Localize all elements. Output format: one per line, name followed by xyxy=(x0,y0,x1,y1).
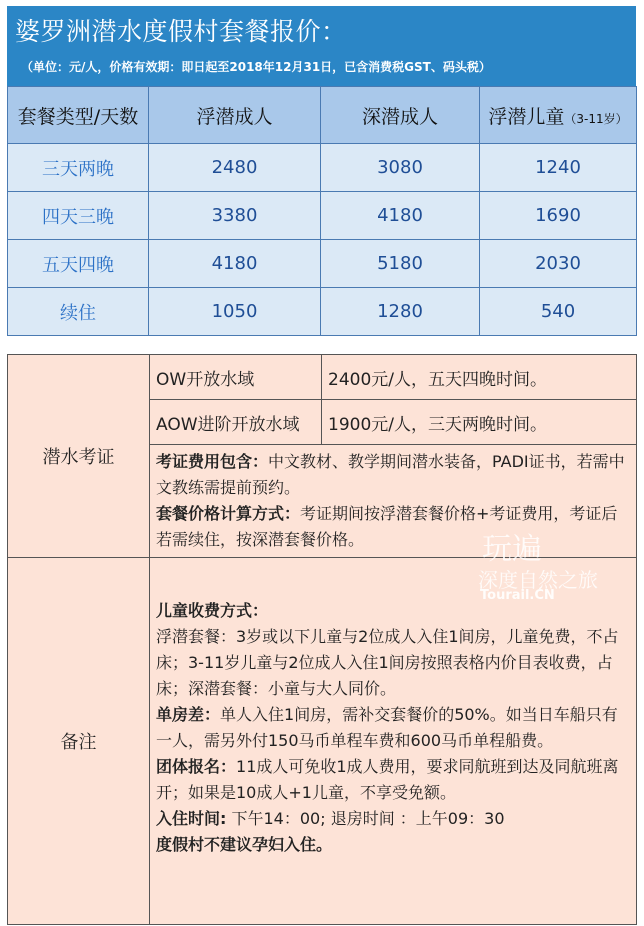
child-age-note: （3-11岁） xyxy=(564,111,628,126)
cert-label: 潜水考证 xyxy=(8,355,150,558)
watermark-site: Tourail.CN xyxy=(480,588,555,603)
header-package-type: 套餐类型/天数 xyxy=(8,87,149,144)
row-label: 续住 xyxy=(8,288,149,336)
remarks-row xyxy=(8,558,637,925)
includes-text: 中文教材、教学期间潜水装备，PADI证书，若需中文教练需提前预约。 xyxy=(156,452,625,497)
includes-title: 考证费用包含： xyxy=(156,452,269,471)
group-text: 11成人可免收1成人费用，要求同航班到达及同航班离开；如果是10成人+1儿童，不享受免额。 xyxy=(156,757,619,802)
price-cell: 2480 xyxy=(149,144,321,192)
table-row xyxy=(8,192,637,240)
header-snorkel-child xyxy=(480,87,637,144)
price-cell: 1050 xyxy=(149,288,321,336)
calc-text: 考证期间按浮潜套餐价格+考证费用，考证后若需续住，按深潜套餐价格。 xyxy=(156,504,618,549)
checkin-text: 下午14：00; 退房时间 ：上午09：30 xyxy=(231,809,505,828)
price-cell: 3380 xyxy=(149,192,321,240)
price-table xyxy=(7,86,637,336)
single-text: 单人入住1间房，需补交套餐价的50%。如当日车船只有一人，需另外付150马币单程车费和600马币单程船费。 xyxy=(156,705,618,750)
price-cell: 2030 xyxy=(480,240,637,288)
aow-course-name: AOW进阶开放水域 xyxy=(150,400,322,445)
watermark-tagline: 深度自然之旅 xyxy=(478,568,598,592)
ow-course-price: 2400元/人，五天四晚时间。 xyxy=(322,355,637,400)
price-cell: 4180 xyxy=(321,192,480,240)
row-label: 五天四晚 xyxy=(8,240,149,288)
remarks-label: 备注 xyxy=(8,558,150,925)
watermark-logo-text: 玩遍 xyxy=(482,532,542,567)
price-cell: 5180 xyxy=(321,240,480,288)
row-label: 三天两晚 xyxy=(8,144,149,192)
ow-course-name: OW开放水域 xyxy=(150,355,322,400)
price-cell: 1280 xyxy=(321,288,480,336)
single-title: 单房差： xyxy=(156,705,221,724)
header-dive-adult: 深潜成人 xyxy=(321,87,480,144)
price-cell: 3080 xyxy=(321,144,480,192)
group-title: 团体报名： xyxy=(156,757,237,776)
price-table-header xyxy=(8,87,637,144)
cert-details xyxy=(150,445,637,558)
cert-ow-row xyxy=(8,355,637,400)
price-cell: 4180 xyxy=(149,240,321,288)
checkin-title: 入住时间: xyxy=(156,809,227,828)
aow-course-price: 1900元/人，三天两晚时间。 xyxy=(322,400,637,445)
child-title: 儿童收费方式： xyxy=(156,601,269,620)
price-cell: 1240 xyxy=(480,144,637,192)
calc-title: 套餐价格计算方式： xyxy=(156,504,301,523)
table-row xyxy=(8,288,637,336)
page-title: 婆罗洲潜水度假村套餐报价： xyxy=(15,17,347,46)
price-cell: 540 xyxy=(480,288,637,336)
header-snorkel-adult: 浮潜成人 xyxy=(149,87,321,144)
header-banner xyxy=(7,6,636,86)
pregnant-note: 度假村不建议孕妇入住。 xyxy=(156,835,333,854)
price-cell: 1690 xyxy=(480,192,637,240)
table-row xyxy=(8,144,637,192)
row-label: 四天三晚 xyxy=(8,192,149,240)
notes-table xyxy=(7,354,637,925)
remarks-details xyxy=(150,558,637,925)
page-subtitle: （单位：元/人，价格有效期：即日起至2018年12月31日，已含消费税GST、码头税） xyxy=(21,60,491,74)
child-text: 浮潜套餐：3岁或以下儿童与2位成人入住1间房，儿童免费，不占床；3-11岁儿童与2位成人入住1间房按照表格内价目表收费，占床；深潜套餐：小童与大人同价。 xyxy=(156,627,619,698)
header-snorkel-child-label: 浮潜儿童 xyxy=(488,105,565,128)
table-row xyxy=(8,240,637,288)
